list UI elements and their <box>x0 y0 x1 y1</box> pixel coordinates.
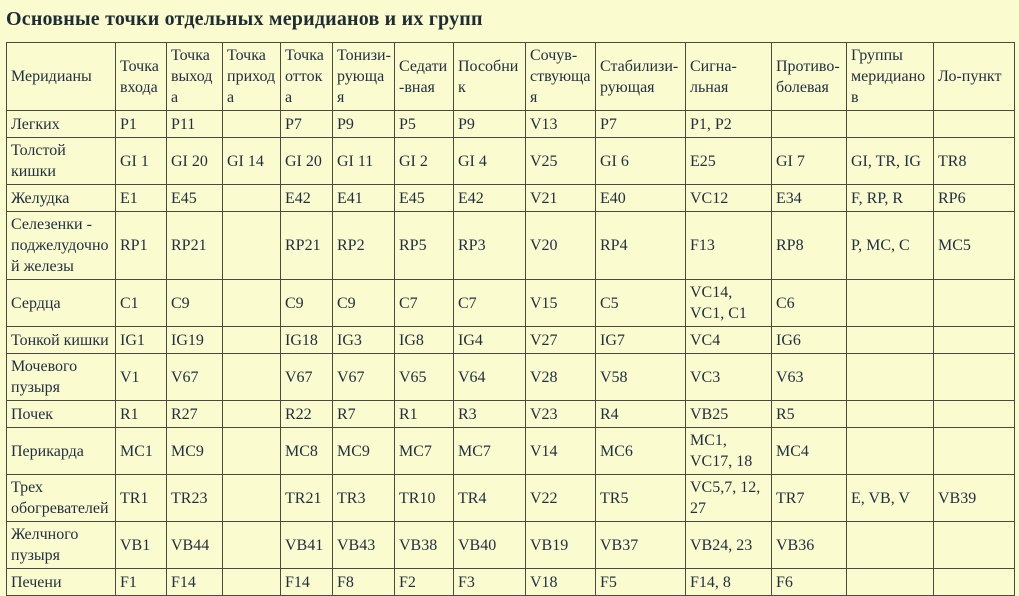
table-cell: E1 <box>116 185 167 212</box>
table-cell: F14 <box>281 569 333 596</box>
table-cell: V1 <box>116 354 167 401</box>
column-header: Сочув-ствующая <box>526 43 596 111</box>
table-cell: V21 <box>526 185 596 212</box>
table-cell: VB36 <box>772 522 847 569</box>
table-cell: R3 <box>454 401 526 428</box>
table-cell: C5 <box>596 280 686 327</box>
table-cell <box>223 111 281 138</box>
table-cell: TR7 <box>772 475 847 522</box>
table-cell: TR8 <box>934 138 1015 185</box>
table-cell: GI 6 <box>596 138 686 185</box>
table-cell <box>847 569 934 596</box>
row-header-meridian: Сердца <box>7 280 116 327</box>
table-cell: GI 11 <box>333 138 395 185</box>
table-cell: C9 <box>167 280 223 327</box>
table-cell: F1 <box>116 569 167 596</box>
table-cell: VB39 <box>934 475 1015 522</box>
table-body <box>7 111 1015 596</box>
table-cell: F6 <box>772 569 847 596</box>
table-cell: R27 <box>167 401 223 428</box>
table-cell: GI 1 <box>116 138 167 185</box>
table-cell: P1 <box>116 111 167 138</box>
column-header: Точка выхода <box>167 43 223 111</box>
table-cell: VC4 <box>686 327 772 354</box>
table-cell: IG8 <box>395 327 454 354</box>
table-cell <box>223 212 281 280</box>
page-title: Основные точки отдельных меридианов и их групп <box>6 8 483 30</box>
table-cell: V27 <box>526 327 596 354</box>
table-row <box>7 475 1015 522</box>
table-cell: R22 <box>281 401 333 428</box>
table-cell: V64 <box>454 354 526 401</box>
table-cell: E34 <box>772 185 847 212</box>
table-cell: VB19 <box>526 522 596 569</box>
row-header-meridian: Желчного пузыря <box>7 522 116 569</box>
table-cell: VB24, 23 <box>686 522 772 569</box>
table-cell: MC4 <box>772 428 847 475</box>
table-row <box>7 138 1015 185</box>
table-cell: VB41 <box>281 522 333 569</box>
table-cell: R5 <box>772 401 847 428</box>
column-header: Точка оттока <box>281 43 333 111</box>
column-header: Меридианы <box>7 43 116 111</box>
table-cell <box>223 354 281 401</box>
table-cell: P, MC, C <box>847 212 934 280</box>
table-cell <box>223 569 281 596</box>
table-cell <box>223 185 281 212</box>
table-cell: R4 <box>596 401 686 428</box>
table-cell: RP21 <box>281 212 333 280</box>
table-cell: VC5,7, 12, 27 <box>686 475 772 522</box>
table-cell <box>934 569 1015 596</box>
table-cell <box>223 327 281 354</box>
table-cell: TR5 <box>596 475 686 522</box>
row-header-meridian: Тонкой кишки <box>7 327 116 354</box>
table-cell: RP1 <box>116 212 167 280</box>
table-cell <box>934 522 1015 569</box>
table-cell: E42 <box>454 185 526 212</box>
table-cell: TR23 <box>167 475 223 522</box>
table-cell: F14, 8 <box>686 569 772 596</box>
table-cell: MC7 <box>454 428 526 475</box>
table-cell: IG4 <box>454 327 526 354</box>
column-header: Пособник <box>454 43 526 111</box>
table-cell <box>847 522 934 569</box>
table-cell: V20 <box>526 212 596 280</box>
row-header-meridian: Почек <box>7 401 116 428</box>
table-cell <box>223 401 281 428</box>
table-cell: F14 <box>167 569 223 596</box>
table-cell: VB25 <box>686 401 772 428</box>
table-cell: P9 <box>454 111 526 138</box>
table-cell: VC12 <box>686 185 772 212</box>
table-cell: VB1 <box>116 522 167 569</box>
table-cell: VC14, VC1, C1 <box>686 280 772 327</box>
table-row <box>7 185 1015 212</box>
table-cell <box>223 522 281 569</box>
table-cell: IG19 <box>167 327 223 354</box>
table-cell: P7 <box>596 111 686 138</box>
table-cell: VC3 <box>686 354 772 401</box>
table-cell <box>223 428 281 475</box>
table-cell: RP6 <box>934 185 1015 212</box>
table-cell: F5 <box>596 569 686 596</box>
table-cell <box>934 280 1015 327</box>
table-cell: V63 <box>772 354 847 401</box>
row-header-meridian: Трех обогревателей <box>7 475 116 522</box>
table-cell <box>223 280 281 327</box>
table-cell: IG6 <box>772 327 847 354</box>
table-cell: TR21 <box>281 475 333 522</box>
table-cell: C7 <box>454 280 526 327</box>
column-header: Седати-вная <box>395 43 454 111</box>
table-cell: IG18 <box>281 327 333 354</box>
table-cell: V58 <box>596 354 686 401</box>
table-cell: MC5 <box>934 212 1015 280</box>
meridian-points-table <box>6 42 1015 596</box>
table-cell <box>847 111 934 138</box>
table-cell: V22 <box>526 475 596 522</box>
table-cell: V28 <box>526 354 596 401</box>
table-cell: V25 <box>526 138 596 185</box>
table-cell: RP2 <box>333 212 395 280</box>
table-cell: IG1 <box>116 327 167 354</box>
row-header-meridian: Печени <box>7 569 116 596</box>
table-cell: IG7 <box>596 327 686 354</box>
table-cell: E45 <box>167 185 223 212</box>
column-header: Точка прихода <box>223 43 281 111</box>
table-row <box>7 212 1015 280</box>
table-cell: GI 7 <box>772 138 847 185</box>
table-cell: E25 <box>686 138 772 185</box>
table-cell <box>934 428 1015 475</box>
table-cell: P11 <box>167 111 223 138</box>
table-cell: C9 <box>333 280 395 327</box>
table-cell: E41 <box>333 185 395 212</box>
table-cell: V65 <box>395 354 454 401</box>
table-cell: RP8 <box>772 212 847 280</box>
row-header-meridian: Мочевого пузыря <box>7 354 116 401</box>
table-row <box>7 354 1015 401</box>
table-cell: R7 <box>333 401 395 428</box>
table-cell <box>847 354 934 401</box>
row-header-meridian: Легких <box>7 111 116 138</box>
table-cell <box>847 327 934 354</box>
header-row <box>7 43 1015 111</box>
table-cell: GI 14 <box>223 138 281 185</box>
table-cell: C6 <box>772 280 847 327</box>
table-cell: P1, P2 <box>686 111 772 138</box>
table-row <box>7 401 1015 428</box>
table-cell <box>847 280 934 327</box>
table-cell: V23 <box>526 401 596 428</box>
table-cell: V67 <box>333 354 395 401</box>
table-cell: RP4 <box>596 212 686 280</box>
table-cell: VB40 <box>454 522 526 569</box>
table-cell: R1 <box>395 401 454 428</box>
row-header-meridian: Селезенки - поджелудочной железы <box>7 212 116 280</box>
table-cell: V13 <box>526 111 596 138</box>
row-header-meridian: Желудка <box>7 185 116 212</box>
table-cell: MC9 <box>333 428 395 475</box>
table-cell: MC6 <box>596 428 686 475</box>
table-cell: V67 <box>167 354 223 401</box>
table-cell <box>223 475 281 522</box>
table-cell: P7 <box>281 111 333 138</box>
table-cell: C7 <box>395 280 454 327</box>
table-cell: VB43 <box>333 522 395 569</box>
table-cell: F3 <box>454 569 526 596</box>
table-row <box>7 327 1015 354</box>
table-cell: RP21 <box>167 212 223 280</box>
table-cell: GI 20 <box>281 138 333 185</box>
table-cell <box>772 111 847 138</box>
table-cell: C9 <box>281 280 333 327</box>
table-cell: F2 <box>395 569 454 596</box>
table-row <box>7 522 1015 569</box>
table-cell: E42 <box>281 185 333 212</box>
table-cell: MC1, VC17, 18 <box>686 428 772 475</box>
table-cell: V67 <box>281 354 333 401</box>
table-cell: V15 <box>526 280 596 327</box>
table-cell <box>934 401 1015 428</box>
column-header: Ло-пункт <box>934 43 1015 111</box>
table-cell <box>847 428 934 475</box>
table-cell: GI 20 <box>167 138 223 185</box>
table-cell: MC9 <box>167 428 223 475</box>
table-cell: GI 2 <box>395 138 454 185</box>
table-cell: TR3 <box>333 475 395 522</box>
table-cell: P5 <box>395 111 454 138</box>
table-cell: E45 <box>395 185 454 212</box>
table-row <box>7 569 1015 596</box>
table-cell: C1 <box>116 280 167 327</box>
table-row <box>7 111 1015 138</box>
table-cell: GI, TR, IG <box>847 138 934 185</box>
table-cell: E, VB, V <box>847 475 934 522</box>
table-cell: TR10 <box>395 475 454 522</box>
table-cell: IG3 <box>333 327 395 354</box>
table-row <box>7 280 1015 327</box>
column-header: Противо-болевая <box>772 43 847 111</box>
table-cell: MC1 <box>116 428 167 475</box>
table-cell <box>934 354 1015 401</box>
column-header: Тонизи-рующая <box>333 43 395 111</box>
table-cell: E40 <box>596 185 686 212</box>
table-cell: TR1 <box>116 475 167 522</box>
table-cell <box>934 111 1015 138</box>
table-cell <box>847 401 934 428</box>
table-cell: VB44 <box>167 522 223 569</box>
table-cell: F8 <box>333 569 395 596</box>
table-cell: RP5 <box>395 212 454 280</box>
table-cell: MC7 <box>395 428 454 475</box>
row-header-meridian: Толстой кишки <box>7 138 116 185</box>
table-head <box>7 43 1015 111</box>
table-cell: F, RP, R <box>847 185 934 212</box>
column-header: Стабилизи-рующая <box>596 43 686 111</box>
table-row <box>7 428 1015 475</box>
table-cell: V18 <box>526 569 596 596</box>
table-cell: VB38 <box>395 522 454 569</box>
column-header: Сигна-льная <box>686 43 772 111</box>
table-cell: V14 <box>526 428 596 475</box>
table-cell: RP3 <box>454 212 526 280</box>
table-cell: VB37 <box>596 522 686 569</box>
table-cell: P9 <box>333 111 395 138</box>
table-cell: F13 <box>686 212 772 280</box>
row-header-meridian: Перикарда <box>7 428 116 475</box>
column-header: Точка входа <box>116 43 167 111</box>
table-cell <box>934 327 1015 354</box>
column-header: Группы меридианов <box>847 43 934 111</box>
table-cell: GI 4 <box>454 138 526 185</box>
table-cell: TR4 <box>454 475 526 522</box>
table-cell: MC8 <box>281 428 333 475</box>
table-cell: R1 <box>116 401 167 428</box>
